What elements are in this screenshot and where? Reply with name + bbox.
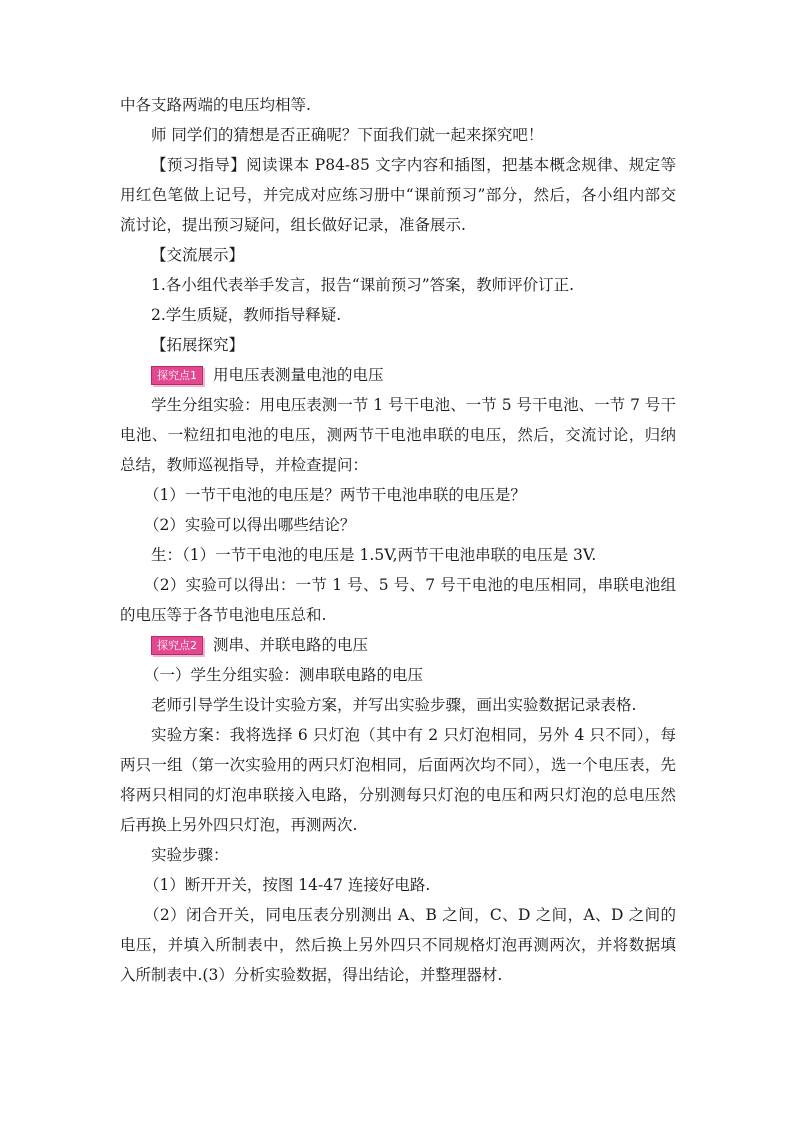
paragraph: 学生分组实验：用电压表测一节 1 号干电池、一节 5 号干电池、一节 7 号干电池、一粒纽扣电池的电压，测两节干电池串联的电压，然后，交流讨论，归纳总结，教师巡视指导，并检查提问： [120,396,676,474]
probe-point-1 [120,360,676,390]
step-item: （2）闭合开关，同电压表分别测出 A、B 之间，C、D 之间，A、D 之间的电压，并填入所制表中，然后换上另外四只不同规格灯泡再测两次，并将数据填入所制表中.(3）分析实验数据，得出结论，并整理器材. [120,906,676,984]
paragraph: 1.各小组代表举手发言，报告“课前预习”答案，教师评价订正. [151,276,575,294]
probe-badge-1: 探究点1 [151,366,203,385]
paragraph: 师 同学们的猜想是否正确呢？下面我们就一起来探究吧！ [151,126,544,144]
answer-item: （2）实验可以得出：一节 1 号、5 号、7 号干电池的电压相同，串联电池组的电压等于各节电池电压总和. [120,576,676,624]
paragraph: 老师引导学生设计实验方案，并写出实验步骤，画出实验数据记录表格. [151,696,637,714]
answer-item: 生：（1）一节干电池的电压是 1.5V,两节干电池串联的电压是 3V. [151,546,597,564]
document-body [120,90,676,990]
section-heading-explore: 【拓展探究】 [151,336,245,354]
question-item: （1）一节干电池的电压是？两节干电池串联的电压是？ [144,486,526,504]
probe-badge-2: 探究点2 [151,636,203,655]
probe-point-2 [120,630,676,660]
step-item: （1）断开开关，按图 14-47 连接好电路. [144,876,431,894]
section-heading-exchange: 【交流展示】 [151,246,245,264]
experiment-plan-paragraph: 实验方案：我将选择 6 只灯泡（其中有 2 只灯泡相同，另外 4 只不同），每两只一组（第一次实验用的两只灯泡相同，后面两次均不同），选一个电压表，先将两只相同的灯泡串联接入电路，分别测每只灯泡的电压和两只灯泡的总电压然后再换上另外四只灯泡，再测两次. [120,726,676,834]
paragraph: 2.学生质疑，教师指导释疑. [151,306,342,324]
probe-title-1: 用电压表测量电池的电压 [213,366,384,384]
paragraph: （一）学生分组实验：测串联电路的电压 [144,666,424,684]
paragraph: 实验步骤： [151,846,229,864]
probe-title-2: 测串、并联电路的电压 [213,636,369,654]
question-item: （2）实验可以得出哪些结论？ [144,516,356,534]
paragraph: 中各支路两端的电压均相等. [120,96,311,114]
preview-guide-paragraph: 【预习指导】阅读课本 P84-85 文字内容和插图，把基本概念规律、规定等用红色笔做上记号，并完成对应练习册中“课前预习”部分，然后，各小组内部交流讨论，提出预习疑问，组长做好记录，准备展示. [120,156,676,234]
